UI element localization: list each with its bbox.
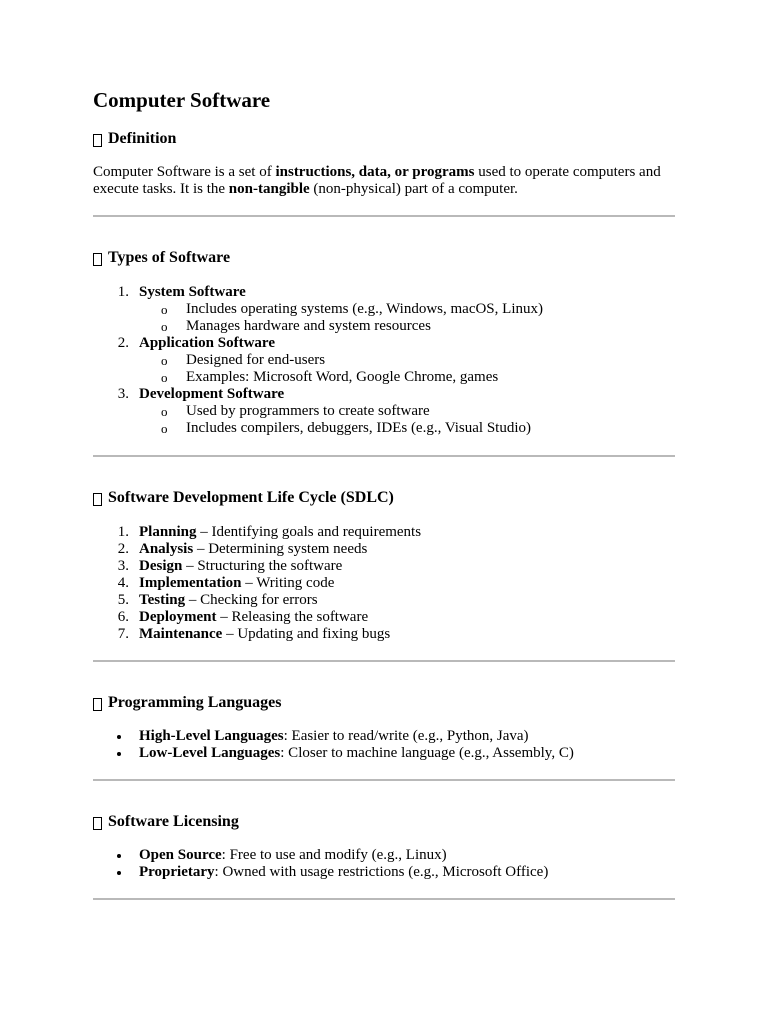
sub-bullet: o bbox=[161, 370, 168, 385]
list-number: 3. bbox=[117, 558, 129, 574]
list-item-term: Implementation bbox=[139, 575, 242, 591]
list-item-term: Analysis bbox=[139, 541, 194, 557]
sub-list-item bbox=[93, 318, 675, 335]
sub-list-item bbox=[93, 352, 675, 369]
list-item bbox=[93, 626, 675, 643]
document-content bbox=[93, 86, 675, 900]
list-item bbox=[93, 745, 675, 762]
section-divider bbox=[93, 779, 675, 781]
sub-bullet: o bbox=[161, 353, 168, 368]
sdlc-list bbox=[93, 524, 675, 643]
list-number: 4. bbox=[117, 575, 129, 591]
list-item-desc: – Structuring the software bbox=[182, 558, 343, 574]
list-item-desc: : Owned with usage restrictions (e.g., Microsoft Office) bbox=[214, 864, 549, 880]
bullet-icon bbox=[117, 735, 121, 739]
types-list bbox=[93, 284, 675, 437]
sub-list-text: Used by programmers to create software bbox=[186, 403, 430, 419]
list-item-term: Design bbox=[139, 558, 183, 574]
list-item-desc: – Releasing the software bbox=[216, 609, 369, 625]
list-number: 1. bbox=[117, 524, 129, 540]
definition-paragraph bbox=[93, 164, 675, 198]
list-item-desc: : Closer to machine language (e.g., Assembly, C) bbox=[280, 745, 574, 761]
list-number: 1. bbox=[117, 284, 129, 300]
list-item-term: High-Level Languages bbox=[139, 728, 284, 744]
section-divider bbox=[93, 455, 675, 457]
sub-list-item bbox=[93, 420, 675, 437]
list-item bbox=[93, 864, 675, 881]
sub-list-text: Includes operating systems (e.g., Windows, macOS, Linux) bbox=[186, 301, 543, 317]
list-item-desc: – Determining system needs bbox=[193, 541, 368, 557]
section-heading-label: Software Development Life Cycle (SDLC) bbox=[108, 489, 394, 506]
list-item-desc: – Updating and fixing bugs bbox=[222, 626, 391, 642]
section-heading-languages bbox=[93, 693, 675, 713]
bullet-icon bbox=[117, 752, 121, 756]
definition-emphasis: instructions, data, or programs bbox=[275, 164, 475, 180]
missing-glyph-icon bbox=[93, 493, 102, 506]
list-item bbox=[93, 847, 675, 864]
list-item-term: Open Source bbox=[139, 847, 222, 863]
sub-bullet: o bbox=[161, 421, 168, 436]
list-item bbox=[93, 284, 675, 301]
list-item-term: Planning bbox=[139, 524, 197, 540]
list-number: 6. bbox=[117, 609, 129, 625]
sub-list-text: Examples: Microsoft Word, Google Chrome, games bbox=[186, 369, 499, 385]
section-heading-sdlc bbox=[93, 488, 675, 508]
missing-glyph-icon bbox=[93, 253, 102, 266]
list-item-term: Deployment bbox=[139, 609, 217, 625]
list-item bbox=[93, 541, 675, 558]
section-heading-label: Programming Languages bbox=[108, 694, 282, 711]
sub-list-item bbox=[93, 301, 675, 318]
list-item-desc: – Writing code bbox=[241, 575, 335, 591]
section-heading-definition bbox=[93, 129, 675, 149]
sub-list bbox=[93, 301, 675, 335]
sub-list-wrapper bbox=[93, 301, 675, 335]
sub-list-text: Includes compilers, debuggers, IDEs (e.g., Visual Studio) bbox=[186, 420, 532, 436]
section-heading-label: Definition bbox=[108, 130, 177, 147]
definition-text: Computer Software is a set of bbox=[93, 164, 276, 180]
sub-list-wrapper bbox=[93, 352, 675, 386]
sub-bullet: o bbox=[161, 302, 168, 317]
section-divider bbox=[93, 215, 675, 217]
list-item-desc: – Identifying goals and requirements bbox=[196, 524, 422, 540]
sub-bullet: o bbox=[161, 404, 168, 419]
list-item-desc: : Free to use and modify (e.g., Linux) bbox=[221, 847, 447, 863]
sub-bullet: o bbox=[161, 319, 168, 334]
definition-text: used to operate computers and execute tasks. It is the bbox=[93, 164, 661, 197]
list-item-desc: : Easier to read/write (e.g., Python, Java) bbox=[283, 728, 529, 744]
missing-glyph-icon bbox=[93, 817, 102, 830]
sub-list-text: Designed for end-users bbox=[186, 352, 326, 368]
sub-list-item bbox=[93, 403, 675, 420]
list-item-label: Application Software bbox=[139, 335, 275, 351]
section-heading-licensing bbox=[93, 812, 675, 832]
definition-emphasis: non-tangible bbox=[228, 181, 310, 197]
list-item bbox=[93, 386, 675, 403]
list-number: 2. bbox=[117, 541, 129, 557]
list-item-term: Proprietary bbox=[139, 864, 215, 880]
bullet-icon bbox=[117, 854, 121, 858]
list-number: 2. bbox=[117, 335, 129, 351]
definition-text: (non-physical) part of a computer. bbox=[309, 181, 518, 197]
missing-glyph-icon bbox=[93, 698, 102, 711]
list-item-term: Maintenance bbox=[139, 626, 223, 642]
list-number: 5. bbox=[117, 592, 129, 608]
list-number: 7. bbox=[117, 626, 129, 642]
licensing-list bbox=[93, 847, 675, 881]
languages-list bbox=[93, 728, 675, 762]
list-item-desc: – Checking for errors bbox=[185, 592, 318, 608]
list-item-label: Development Software bbox=[139, 386, 285, 402]
list-item bbox=[93, 592, 675, 609]
bullet-icon bbox=[117, 871, 121, 875]
section-heading-label: Software Licensing bbox=[108, 813, 239, 830]
sub-list bbox=[93, 352, 675, 386]
list-item bbox=[93, 575, 675, 592]
section-heading-label: Types of Software bbox=[108, 249, 231, 266]
list-item bbox=[93, 524, 675, 541]
sub-list-wrapper bbox=[93, 403, 675, 437]
list-item-label: System Software bbox=[139, 284, 246, 300]
list-item bbox=[93, 609, 675, 626]
list-item-term: Low-Level Languages bbox=[139, 745, 281, 761]
sub-list-item bbox=[93, 369, 675, 386]
missing-glyph-icon bbox=[93, 134, 102, 147]
page-title: Computer Software bbox=[93, 88, 271, 112]
list-number: 3. bbox=[117, 386, 129, 402]
sub-list bbox=[93, 403, 675, 437]
list-item bbox=[93, 728, 675, 745]
list-item bbox=[93, 558, 675, 575]
list-item bbox=[93, 335, 675, 352]
section-divider bbox=[93, 660, 675, 662]
list-item-term: Testing bbox=[139, 592, 186, 608]
sub-list-text: Manages hardware and system resources bbox=[186, 318, 431, 334]
section-heading-types bbox=[93, 248, 675, 268]
section-divider bbox=[93, 898, 675, 900]
